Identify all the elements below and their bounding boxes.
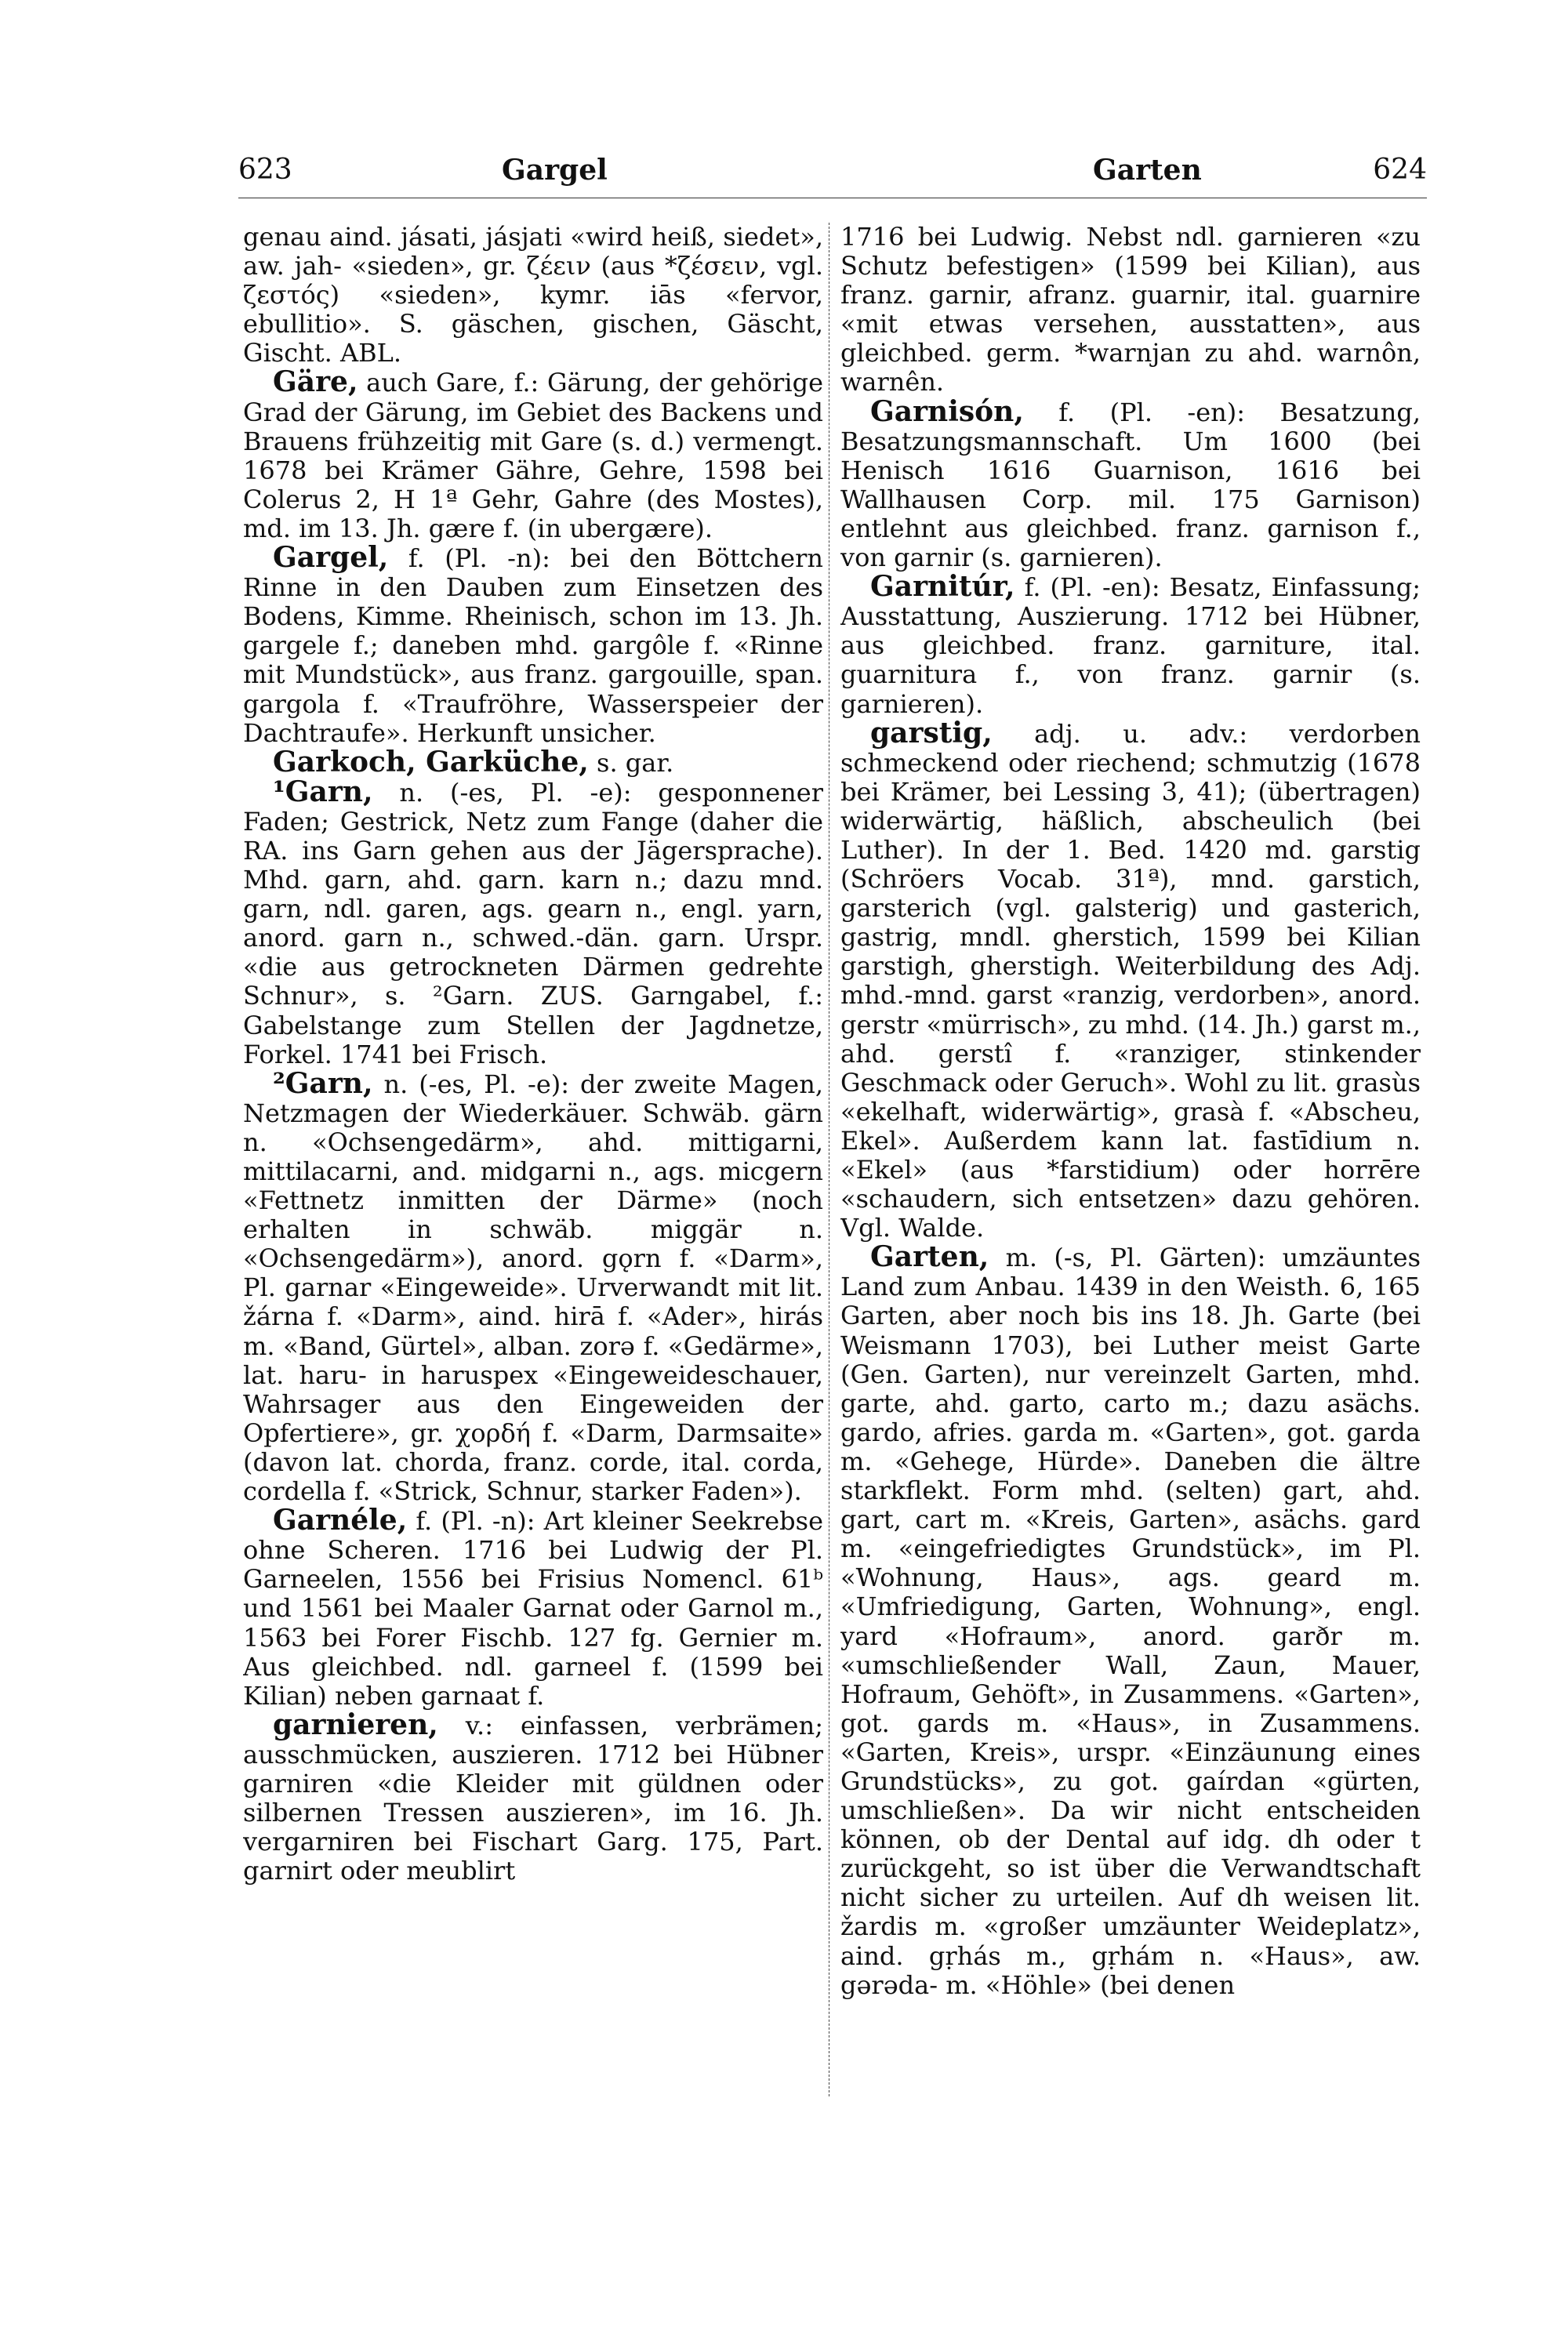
entry-headword: Gäre, xyxy=(273,365,358,399)
dictionary-entry xyxy=(243,775,823,1069)
left-column xyxy=(243,223,823,2096)
dictionary-entry xyxy=(243,745,823,779)
dictionary-entry xyxy=(840,394,1421,573)
dictionary-entry xyxy=(243,223,823,368)
entry-text: auch Gare, f.: Gärung, der gehörige Grad der Gärung, im Gebiet des Backens und Brauens frühzeitig mit Gare (s. d.) vermengt. 1678 bei Krämer Gähre, Gehre, 1598 bei Colerus 2, H 1ª Gehr, Gahre (des Mostes), md. im 13. Jh. gære f. (in ubergære). xyxy=(243,368,823,543)
entry-text: v.: einfassen, verbrämen; ausschmücken, auszieren. 1712 bei Hübner garniren «die Kleider mit güldnen oder silbernen Tressen auszieren», im 16. Jh. vergarniren bei Fischart Garg. 175, Part. garnirt oder meublirt xyxy=(243,1710,823,1886)
entry-headword: Garkoch, Garküche, xyxy=(273,745,589,779)
dictionary-entry xyxy=(243,365,823,543)
entry-text: f. (Pl. -en): Besatz, Einfassung; Ausstattung, Auszierung. 1712 bei Hübner, aus gleichbed. franz. garniture, ital. guarnitura f., von franz. garnir (s. garnieren). xyxy=(840,572,1421,719)
guideword-left: Gargel xyxy=(502,154,608,187)
entry-text: f. (Pl. -n): Art kleiner Seekrebse ohne Scheren. 1716 bei Ludwig der Pl. Garneelen, 1556 bei Frisius Nomencl. 61ᵇ und 1561 bei Maaler Garnat oder Garnol m., 1563 bei Forer Fischb. 127 fg. Gernier m. Aus gleichbed. ndl. garneel f. (1599 bei Kilian) neben garnaat f. xyxy=(243,1506,823,1711)
entry-headword: Gargel, xyxy=(273,541,389,575)
entry-text: n. (-es, Pl. -e): der zweite Magen, Netzmagen der Wiederkäuer. Schwäb. gärn n. «Ochsengedärm», ahd. mittigarni, mittilacarni, and. midgarni n., ags. micgern «Fettnetz inmitten der Därme» (noch erhalten in schwäb. miggär n. «Ochsengedärm»), anord. gǫrn f. «Darm», Pl. garnar «Eingeweide». Urverwandt mit lit. žárna f. «Darm», aind. hirā f. «Ader», hirás m. «Band, Gürtel», alban. zorə f. «Gedärme», lat. haru- in haruspex «Eingeweideschauer, Wahrsager aus den Eingeweiden der Opfertiere», gr. χορδή f. «Darm, Darmsaite» (davon lat. chorda, franz. corde, ital. corda, cordella f. «Strick, Schnur, starker Faden»). xyxy=(243,1069,823,1507)
right-column xyxy=(840,223,1421,2096)
entry-headword: garnieren, xyxy=(273,1708,438,1741)
entry-text: adj. u. adv.: verdorben schmeckend oder riechend; schmutzig (1678 bei Krämer, bei Lessing 3, 41); (übertragen) widerwärtig, häßlich, abscheulich (bei Luther). In der 1. Bed. 1420 md. garstig (Schröers Vocab. 31ª), mnd. garstich, garsterich (vgl. galsterig) und gasterich, gastrig, mndl. gherstich, 1599 bei Kilian garstigh, gherstigh. Weiterbildung des Adj. mhd.-mnd. garst «ranzig, verdorben», anord. gerstr «mürrisch», zu mhd. (14. Jh.) garst m., ahd. gerstî f. «ranziger, stinkender Geschmack oder Geruch». Wohl zu lit. grasùs «ekelhaft, widerwärtig», grasà f. «Abscheu, Ekel». Außerdem kann lat. fastīdium n. «Ekel» (aus *farstidium) oder horrēre «schaudern, sich entsetzen» dazu gehören. Vgl. Walde. xyxy=(840,718,1421,1243)
entry-headword: ²Garn, xyxy=(273,1066,373,1100)
page-number-right: 624 xyxy=(1373,154,1427,186)
entry-headword: Garnéle, xyxy=(273,1504,408,1537)
entry-text: f. (Pl. -en): Besatzung, Besatzungsmannschaft. Um 1600 (bei Henisch 1616 Guarnison, 1616 bei Wallhausen Corp. mil. 175 Garnison) entlehnt aus gleichbed. franz. garnison f., von garnir (s. garnieren). xyxy=(840,397,1421,573)
entry-headword: Garten, xyxy=(870,1240,989,1274)
entry-text: n. (-es, Pl. -e): gesponnener Faden; Gestrick, Netz zum Fange (daher die RA. ins Garn gehen aus der Jägersprache). Mhd. garn, ahd. garn. karn n.; dazu mnd. garn, ndl. garen, ags. gearn n., engl. yarn, anord. garn n., schwed.-dän. garn. Urspr. «die aus getrockneten Därmen gedrehte Schnur», s. ²Garn. ZUS. Garngabel, f.: Gabelstange zum Stellen der Jagdnetze, Forkel. 1741 bei Frisch. xyxy=(243,777,823,1069)
dictionary-entry xyxy=(840,1240,1421,2000)
entry-headword: Garnisón, xyxy=(870,394,1024,428)
dictionary-entry xyxy=(840,572,1421,718)
dictionary-entry xyxy=(243,1708,823,1886)
entry-headword: garstig, xyxy=(870,716,993,750)
entry-text: s. gar. xyxy=(588,747,674,778)
entry-headword: Garnitúr, xyxy=(870,570,1015,604)
dictionary-entry xyxy=(243,1506,823,1711)
dictionary-entry xyxy=(243,1066,823,1507)
entry-text: genau aind. jásati, jásjati «wird heiß, siedet», aw. jah- «sieden», gr. ζέειν (aus *ζέσειν, vgl. ζεστός) «sieden», kymr. iās «fervor, ebullitio». S. gäschen, gischen, Gäscht, Gischt. ABL. xyxy=(243,223,823,368)
dictionary-entry xyxy=(840,223,1421,397)
dictionary-entry xyxy=(243,543,823,748)
guideword-right: Garten xyxy=(1093,154,1202,187)
entry-text: m. (-s, Pl. Gärten): umzäuntes Land zum Anbau. 1439 in den Weisth. 6, 165 Garten, aber noch bis ins 18. Jh. Garte (bei Weismann 1703), bei Luther meist Garte (Gen. Garten), nur vereinzelt Garten, mhd. garte, ahd. garto, carto m.; dazu asächs. gardo, afries. garda m. «Garten», got. garda m. «Gehege, Hürde». Daneben die ältre starkflekt. Form mhd. (selten) gart, ahd. gart, cart m. «Kreis, Garten», asächs. gard m. «eingefriedigtes Grundstück», im Pl. «Wohnung, Haus», ags. geard m. «Umfriedigung, Garten, Wohnung», engl. yard «Hofraum», anord. garðr m. «umschließender Wall, Zaun, Mauer, Hofraum, Gehöft», in Zusammens. «Garten», got. gards m. «Haus», in Zusammens. «Garten, Kreis», urspr. «Einzäunung eines Grundstücks», zu got. gaírdan «gürten, umschließen». Da wir nicht entscheiden können, ob der Dental auf idg. dh oder t zurückgeht, so ist über die Verwandtschaft nicht sicher zu urteilen. Auf dh weisen lit. žardis m. «großer umzäunter Weideplatz», aind. gṛhás m., gṛhám n. «Haus», aw. gərəda- m. «Höhle» (bei denen xyxy=(840,1243,1421,2000)
running-header xyxy=(238,154,1427,198)
entry-text: 1716 bei Ludwig. Nebst ndl. garnieren «zu Schutz befestigen» (1599 bei Kilian), aus franz. garnir, afranz. guarnir, ital. guarnire «mit etwas versehen, ausstatten», aus gleichbed. germ. *warnjan zu ahd. warnôn, warnên. xyxy=(840,223,1421,397)
entry-text: f. (Pl. -n): bei den Böttchern Rinne in den Dauben zum Einsetzen des Bodens, Kimme. Rheinisch, schon im 13. Jh. gargele f.; daneben mhd. gargôle f. «Rinne mit Mundstück», aus franz. gargouille, span. gargola f. «Traufröhre, Wasserspeier der Dachtraufe». Herkunft unsicher. xyxy=(243,543,823,748)
dictionary-entry xyxy=(840,716,1421,1243)
page-number-left: 623 xyxy=(238,154,292,186)
entry-headword: ¹Garn, xyxy=(273,775,373,808)
